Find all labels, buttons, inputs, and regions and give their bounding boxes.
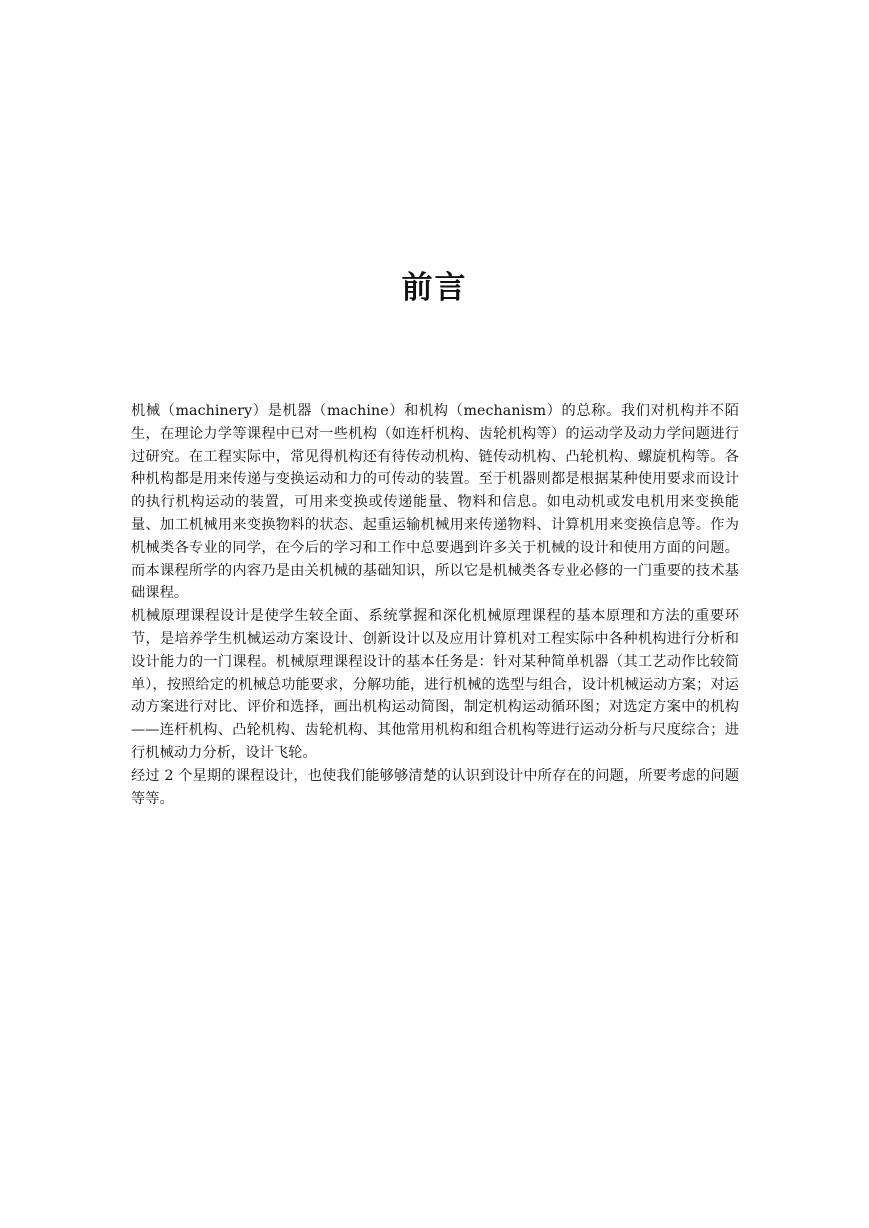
page-title: 前言 — [401, 270, 468, 306]
paragraph-1: 机械（machinery）是机器（machine）和机构（mechanism）的总称。我们对机构并不陌生，在理论力学等课程中已对一些机构（如连杆机构、齿轮机构等）的运动学及动力学问题进行过研究。在工程实际中，常见得机构还有待传动机构、链传动机构、凸轮机构、螺旋机构等。各种机构都是用来传递与变换运动和力的可传动的装置。至于机器则都是根据某种使用要求而设计的执行机构运动的装置，可用来变换或传递能量、物料和信息。如电动机或发电机用来变换能量、加工机械用来变换物料的状态、起重运输机械用来传递物料、计算机用来变换信息等。作为机械类各专业的同学，在今后的学习和工作中总要遇到许多关于机械的设计和使用方面的问题。而本课程所学的内容乃是由关机械的基础知识，所以它是机械类各专业必修的一门重要的技术基础课程。 — [131, 403, 739, 602]
paragraph-3: 经过 2 个星期的课程设计，也使我们能够够清楚的认识到设计中所存在的问题，所要考虑的问题等等。 — [131, 767, 739, 807]
paragraph-2: 机械原理课程设计是使学生较全面、系统掌握和深化机械原理课程的基本原理和方法的重要环节，是培养学生机械运动方案设计、创新设计以及应用计算机对工程实际中各种机构进行分析和设计能力的一门课程。机械原理课程设计的基本任务是：针对某种简单机器（其工艺动作比较简单），按照给定的机械总功能要求，分解功能，进行机械的选型与组合，设计机械运动方案；对运动方案进行对比、评价和选择，画出机构运动简图，制定机构运动循环图；对选定方案中的机构——连杆机构、凸轮机构、齿轮机构、其他常用机构和组合机构等进行运动分析与尺度综合；进行机械动力分析，设计飞轮。 — [131, 608, 739, 761]
body-text — [131, 400, 739, 810]
